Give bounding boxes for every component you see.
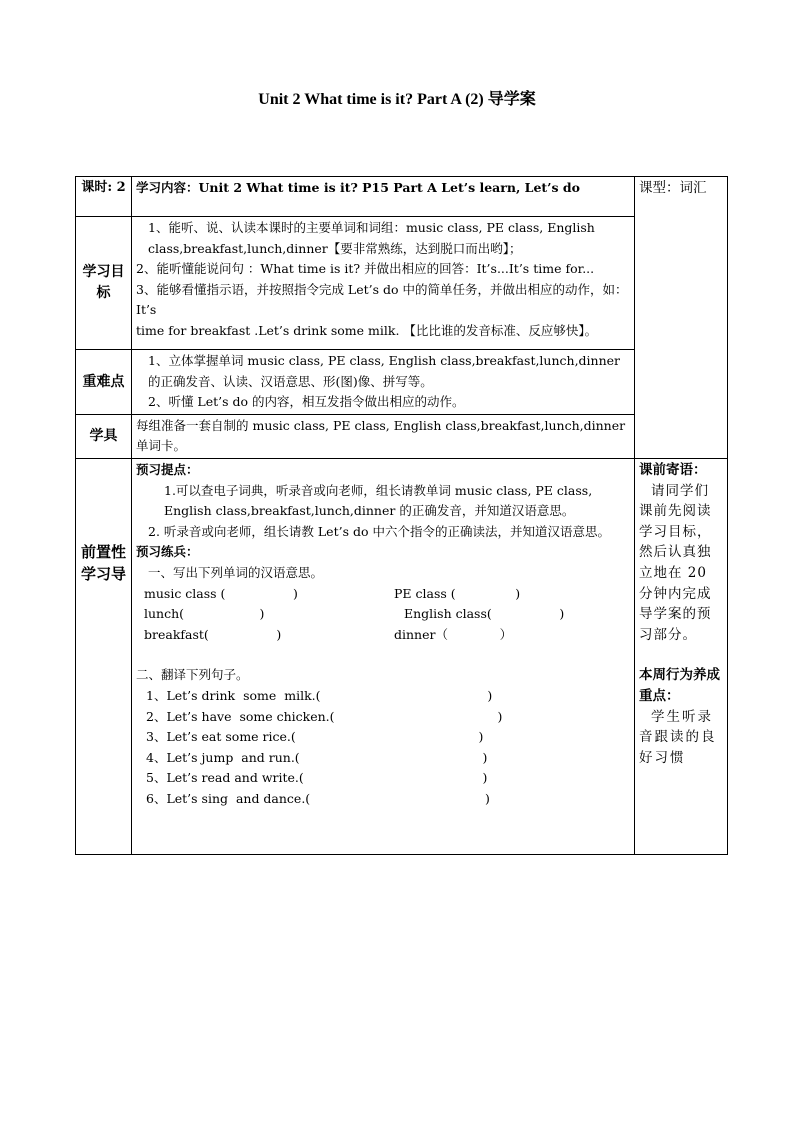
goal-item: 3、能够看懂指示语，并按照指令完成 Let’s do 中的简单任务，并做出相应的动作，如：It’s (136, 281, 628, 318)
preview-title: 预习提点： (136, 461, 199, 477)
pre-label-text: 前置性学习导 (80, 542, 126, 583)
table-row (76, 458, 728, 854)
word-blank: lunch( ) (144, 606, 265, 622)
type-cell (635, 177, 728, 459)
type-label: 课型：词汇 (639, 180, 707, 196)
content-text: 学习内容：Unit 2 What time is it? P15 Part A Let’s learn, Let’s do (136, 180, 580, 195)
tools-text: 每组准备一套自制的 music class, PE class, English class,breakfast,lunch,dinner 单词卡。 (136, 417, 626, 454)
tools-label (76, 414, 132, 458)
lesson-label-text: 课时: 2 (81, 180, 126, 195)
sentence-item: 6、Let’s sing and dance.( ) (146, 790, 490, 806)
word-blank: dinner（ ） (394, 626, 513, 642)
study-guide-table (75, 176, 728, 855)
key-item: 1、立体掌握单词 music class, PE class, English class,breakfast,lunch,dinner 的正确发音、认读、汉语意思、形(图)像、拼写等。 (148, 353, 621, 389)
sidebar-text: 学生听录音跟读的良好习惯 (639, 708, 717, 766)
word-blank: breakfast( ) (144, 626, 282, 642)
sidebar-title: 课前寄语： (639, 461, 707, 478)
lesson-label (76, 177, 132, 217)
table-row (76, 350, 728, 415)
goals-label (76, 217, 132, 350)
content-cell (132, 177, 635, 217)
goal-item: time for breakfast .Let’s drink some milk. 【比比谁的发音标准、反应够快】。 (136, 322, 598, 338)
tools-label-text: 学具 (89, 428, 118, 445)
preview-tip: 2. 听录音或向老师，组长请教 Let’s do 中六个指令的正确读法，并知道汉语意思。 (148, 523, 610, 539)
goal-item: 1、能听、说、认读本课时的主要单词和词组：music class, PE class, English class,breakfast,lunch,dinner【要非常熟练，达到脱口而出哟】； (148, 220, 595, 256)
table-row (76, 177, 728, 217)
sentence-item: 4、Let’s jump and run.( ) (146, 749, 488, 765)
key-cell (132, 350, 635, 415)
key-label-text: 重难点 (82, 373, 125, 390)
goals-label-text: 学习目标 (82, 264, 125, 301)
page-title: Unit 2 What time is it? Part A (2) 导学案 (258, 91, 536, 108)
goals-cell (132, 217, 635, 350)
table-row (76, 414, 728, 458)
preview-tip: 1.可以查电子词典，听录音或向老师，组长请教单词 music class, PE class, English class,breakfast,lunch,dinner 的正确发音，并知道汉语意思。 (164, 482, 593, 519)
table-row (76, 217, 728, 350)
sidebar-title: 本周行为养成重点： (639, 667, 720, 704)
sentence-item: 2、Let’s have some chicken.( ) (146, 708, 503, 724)
word-blank: English class( ) (404, 606, 565, 622)
pre-label (76, 458, 132, 854)
sidebar-text: 请同学们课前先阅读学习目标，然后认真独立地在 20 分钟内完成导学案的预习部分。 (639, 482, 712, 643)
tools-cell (132, 414, 635, 458)
key-label (76, 350, 132, 415)
exercise-two-title: 二、翻译下列句子。 (136, 667, 249, 683)
key-item: 2、听懂 Let’s do 的内容，相互发指令做出相应的动作。 (148, 394, 465, 410)
sentence-item: 3、Let’s eat some rice.( ) (146, 729, 484, 745)
goal-item: 2、能听懂能说问句 ：What time is it? 并做出相应的回答：It’s...It’s time for... (136, 261, 595, 277)
pre-cell (132, 458, 635, 854)
word-blank: PE class ( ) (394, 585, 521, 601)
word-row (136, 625, 630, 646)
word-row (136, 584, 630, 605)
word-blank: music class ( ) (144, 585, 298, 601)
exercise-one-title: 一、写出下列单词的汉语意思。 (148, 564, 324, 580)
sentence-item: 5、Let’s read and write.( ) (146, 770, 488, 786)
sentence-item: 1、Let’s drink some milk.( ) (146, 687, 493, 703)
practice-title: 预习练兵： (136, 544, 199, 560)
word-row (136, 604, 630, 625)
sidebar-cell (635, 458, 728, 854)
